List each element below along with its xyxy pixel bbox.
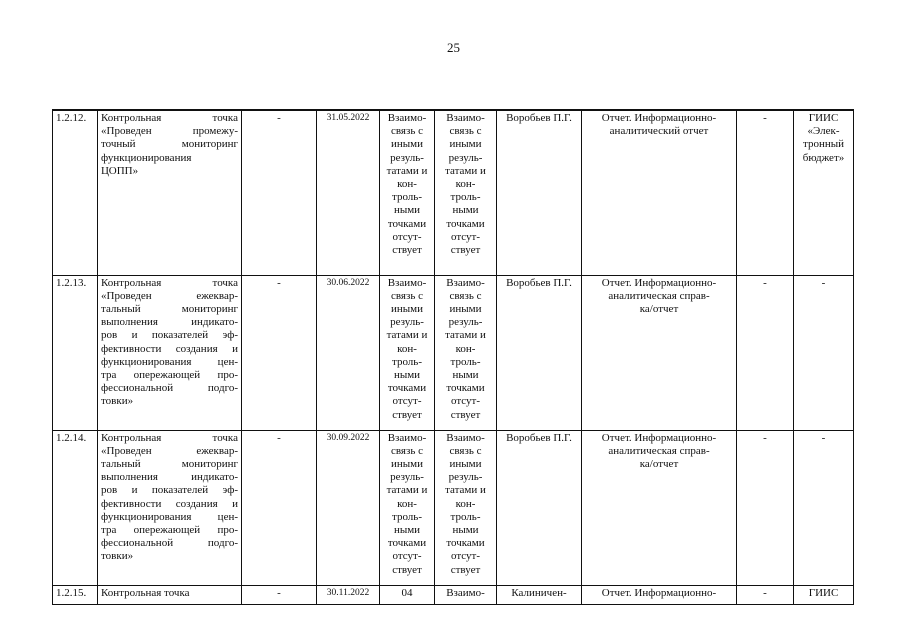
cell-text: 1.2.13.: [56, 276, 87, 289]
cell-line: Взаимо-: [387, 112, 427, 124]
cell-line: ными: [452, 523, 479, 536]
information-system: [794, 110, 854, 275]
cell-text: -: [277, 431, 281, 444]
cell-line: тронный: [803, 138, 844, 151]
information-system: [794, 585, 854, 604]
control-point-name: [98, 275, 242, 430]
cell-line: резуль-: [448, 471, 483, 484]
cell-text: Воробьев П.Г.: [506, 112, 572, 124]
table-row: [53, 430, 854, 585]
cell-line: ров и показателей эф-: [101, 329, 238, 342]
cell-text: 31.05.2022: [326, 113, 370, 123]
cell-line: функционирования цен-: [101, 355, 238, 368]
cell-line: ствует: [450, 563, 481, 576]
document-type: [582, 430, 737, 585]
cell-line: фессиональной подго-: [101, 537, 238, 550]
cell-line: отсут-: [392, 230, 422, 243]
cell-line: Взаимо-: [446, 431, 485, 444]
cell-line: тальный мониторинг: [101, 302, 238, 315]
cell-line: троль-: [450, 191, 481, 204]
responsible-person: [497, 275, 582, 430]
cell-line: резуль-: [448, 151, 483, 164]
information-system: [794, 430, 854, 585]
cell-line: ствует: [450, 244, 481, 257]
table-row: [53, 585, 854, 604]
cell-line: 04: [401, 586, 413, 599]
link-previous: [380, 275, 435, 430]
cell-line: «Проведен промежу-: [101, 125, 238, 138]
cell-line: Отчет. Информационно-: [601, 276, 717, 289]
cell-line: Контрольная точка: [101, 586, 190, 599]
level-control: [737, 275, 794, 430]
cell-line: татами и: [386, 484, 428, 497]
cell-line: резуль-: [390, 316, 424, 329]
cell-text: 30.09.2022: [326, 432, 370, 443]
cell-text: 30.11.2022: [326, 587, 370, 598]
row-number: [53, 110, 98, 275]
cell-line: Взаимо-: [446, 586, 485, 599]
control-point-name: [98, 430, 242, 585]
cell-line: ными: [452, 368, 479, 381]
cell-line: точный мониторинг: [101, 138, 238, 151]
cell-line: точками: [446, 537, 485, 550]
cell-line: точками: [446, 217, 485, 230]
cell-line: кон-: [397, 497, 417, 510]
cell-line: «Проведен ежеквар-: [101, 444, 238, 457]
cell-line: товки»: [101, 550, 134, 563]
level-control: [737, 585, 794, 604]
cell-line: ка/отчет: [639, 457, 679, 470]
information-system: [794, 275, 854, 430]
cell-line: Контрольная точка: [101, 112, 238, 124]
document-type: [582, 275, 737, 430]
cell-text: Воробьев П.Г.: [506, 276, 572, 289]
start-date: [242, 110, 317, 275]
cell-line: Контрольная точка: [101, 276, 238, 289]
cell-line: «Проведен ежеквар-: [101, 289, 238, 302]
cell-line: Отчет. Информационно-: [601, 112, 717, 124]
cell-line: связь с: [391, 125, 423, 138]
end-date: [317, 585, 380, 604]
cell-line: точками: [387, 217, 427, 230]
cell-line: ка/отчет: [639, 302, 679, 315]
link-previous: [380, 585, 435, 604]
cell-line: кон-: [455, 497, 476, 510]
cell-text: -: [763, 276, 767, 289]
cell-line: резуль-: [448, 316, 483, 329]
cell-line: -: [821, 276, 826, 289]
cell-line: троль-: [450, 510, 481, 523]
cell-line: тра опережающей про-: [101, 523, 238, 536]
cell-line: ГИИС: [808, 586, 839, 599]
level-control: [737, 430, 794, 585]
cell-line: татами и: [445, 329, 486, 342]
cell-line: ными: [393, 523, 421, 536]
cell-line: ствует: [392, 244, 422, 257]
cell-line: резуль-: [390, 151, 424, 164]
link-next: [435, 275, 497, 430]
cell-line: кон-: [455, 178, 476, 191]
cell-text: -: [277, 276, 281, 289]
cell-line: троль-: [392, 191, 422, 204]
link-previous: [380, 430, 435, 585]
cell-line: отсут-: [450, 230, 480, 243]
cell-line: татами и: [386, 329, 428, 342]
cell-text: 1.2.14.: [56, 431, 87, 444]
cell-line: Отчет. Информационно-: [601, 431, 717, 444]
cell-text: 1.2.12.: [56, 112, 87, 124]
cell-line: бюджет»: [802, 151, 845, 164]
cell-line: резуль-: [390, 471, 424, 484]
cell-line: кон-: [455, 342, 476, 355]
cell-line: ствует: [392, 563, 422, 576]
cell-line: ными: [393, 204, 421, 217]
cell-text: -: [277, 586, 281, 599]
cell-text: -: [763, 112, 767, 124]
cell-line: ными: [393, 368, 421, 381]
cell-line: Контрольная точка: [101, 431, 238, 444]
cell-line: фессиональной подго-: [101, 382, 238, 395]
cell-line: троль-: [392, 510, 422, 523]
cell-text: 30.06.2022: [326, 277, 370, 288]
cell-line: иными: [449, 302, 482, 315]
cell-line: Взаимо-: [387, 276, 427, 289]
start-date: [242, 275, 317, 430]
cell-line: ГИИС: [808, 112, 839, 124]
cell-line: кон-: [397, 342, 417, 355]
cell-line: татами и: [445, 484, 486, 497]
cell-line: иными: [390, 302, 423, 315]
end-date: [317, 110, 380, 275]
cell-line: отсут-: [392, 395, 422, 408]
cell-line: ствует: [450, 408, 481, 421]
cell-line: Взаимо-: [446, 112, 485, 124]
row-number: [53, 275, 98, 430]
cell-line: -: [821, 431, 826, 444]
page-number: 25: [447, 40, 460, 55]
cell-line: татами и: [445, 164, 486, 177]
cell-line: функционирования цен-: [101, 510, 238, 523]
cell-line: связь с: [449, 444, 482, 457]
cell-line: ными: [452, 204, 479, 217]
cell-line: тальный мониторинг: [101, 457, 238, 470]
cell-text: -: [763, 586, 767, 599]
responsible-person: [497, 585, 582, 604]
cell-line: татами и: [386, 164, 428, 177]
cell-line: иными: [449, 457, 482, 470]
cell-line: троль-: [392, 355, 422, 368]
row-number: [53, 585, 98, 604]
cell-line: Отчет. Информационно-: [601, 586, 717, 599]
end-date: [317, 430, 380, 585]
link-next: [435, 585, 497, 604]
cell-line: иными: [390, 457, 423, 470]
cell-text: Воробьев П.Г.: [506, 431, 572, 444]
cell-line: связь с: [391, 444, 423, 457]
level-control: [737, 110, 794, 275]
link-previous: [380, 110, 435, 275]
cell-line: выполнения индикато-: [101, 316, 238, 329]
cell-line: точками: [446, 382, 485, 395]
cell-line: товки»: [101, 395, 134, 408]
cell-line: точками: [387, 537, 427, 550]
cell-line: точками: [387, 382, 427, 395]
document-type: [582, 110, 737, 275]
cell-line: аналитический отчет: [609, 125, 709, 138]
cell-line: аналитическая справ-: [608, 289, 710, 302]
cell-line: отсут-: [450, 395, 480, 408]
table-row: [53, 275, 854, 430]
cell-line: фективности создания и: [101, 497, 238, 510]
cell-line: Взаимо-: [387, 431, 427, 444]
cell-line: кон-: [397, 178, 417, 191]
cell-line: фективности создания и: [101, 342, 238, 355]
cell-line: троль-: [450, 355, 481, 368]
table-row: [53, 110, 854, 275]
cell-line: ров и показателей эф-: [101, 484, 238, 497]
cell-text: Калиничен-: [511, 586, 567, 599]
cell-line: выполнения индикато-: [101, 471, 238, 484]
cell-line: Взаимо-: [446, 276, 485, 289]
cell-line: «Элек-: [807, 125, 840, 138]
cell-line: функционирования: [101, 151, 192, 164]
cell-line: ЦОПП»: [101, 164, 139, 177]
end-date: [317, 275, 380, 430]
row-number: [53, 430, 98, 585]
document-type: [582, 585, 737, 604]
cell-line: тра опережающей про-: [101, 368, 238, 381]
cell-text: -: [763, 431, 767, 444]
control-points-table: [52, 109, 854, 605]
link-next: [435, 430, 497, 585]
control-point-name: [98, 110, 242, 275]
cell-text: -: [277, 112, 281, 124]
cell-line: связь с: [449, 289, 482, 302]
responsible-person: [497, 110, 582, 275]
cell-line: отсут-: [450, 550, 480, 563]
cell-line: аналитическая справ-: [608, 444, 710, 457]
cell-line: отсут-: [392, 550, 422, 563]
cell-line: связь с: [391, 289, 423, 302]
cell-line: связь с: [449, 125, 482, 138]
cell-line: ствует: [392, 408, 422, 421]
start-date: [242, 430, 317, 585]
start-date: [242, 585, 317, 604]
cell-line: иными: [449, 138, 482, 151]
control-point-name: [98, 585, 242, 604]
responsible-person: [497, 430, 582, 585]
link-next: [435, 110, 497, 275]
cell-line: иными: [390, 138, 423, 151]
cell-text: 1.2.15.: [56, 586, 87, 599]
